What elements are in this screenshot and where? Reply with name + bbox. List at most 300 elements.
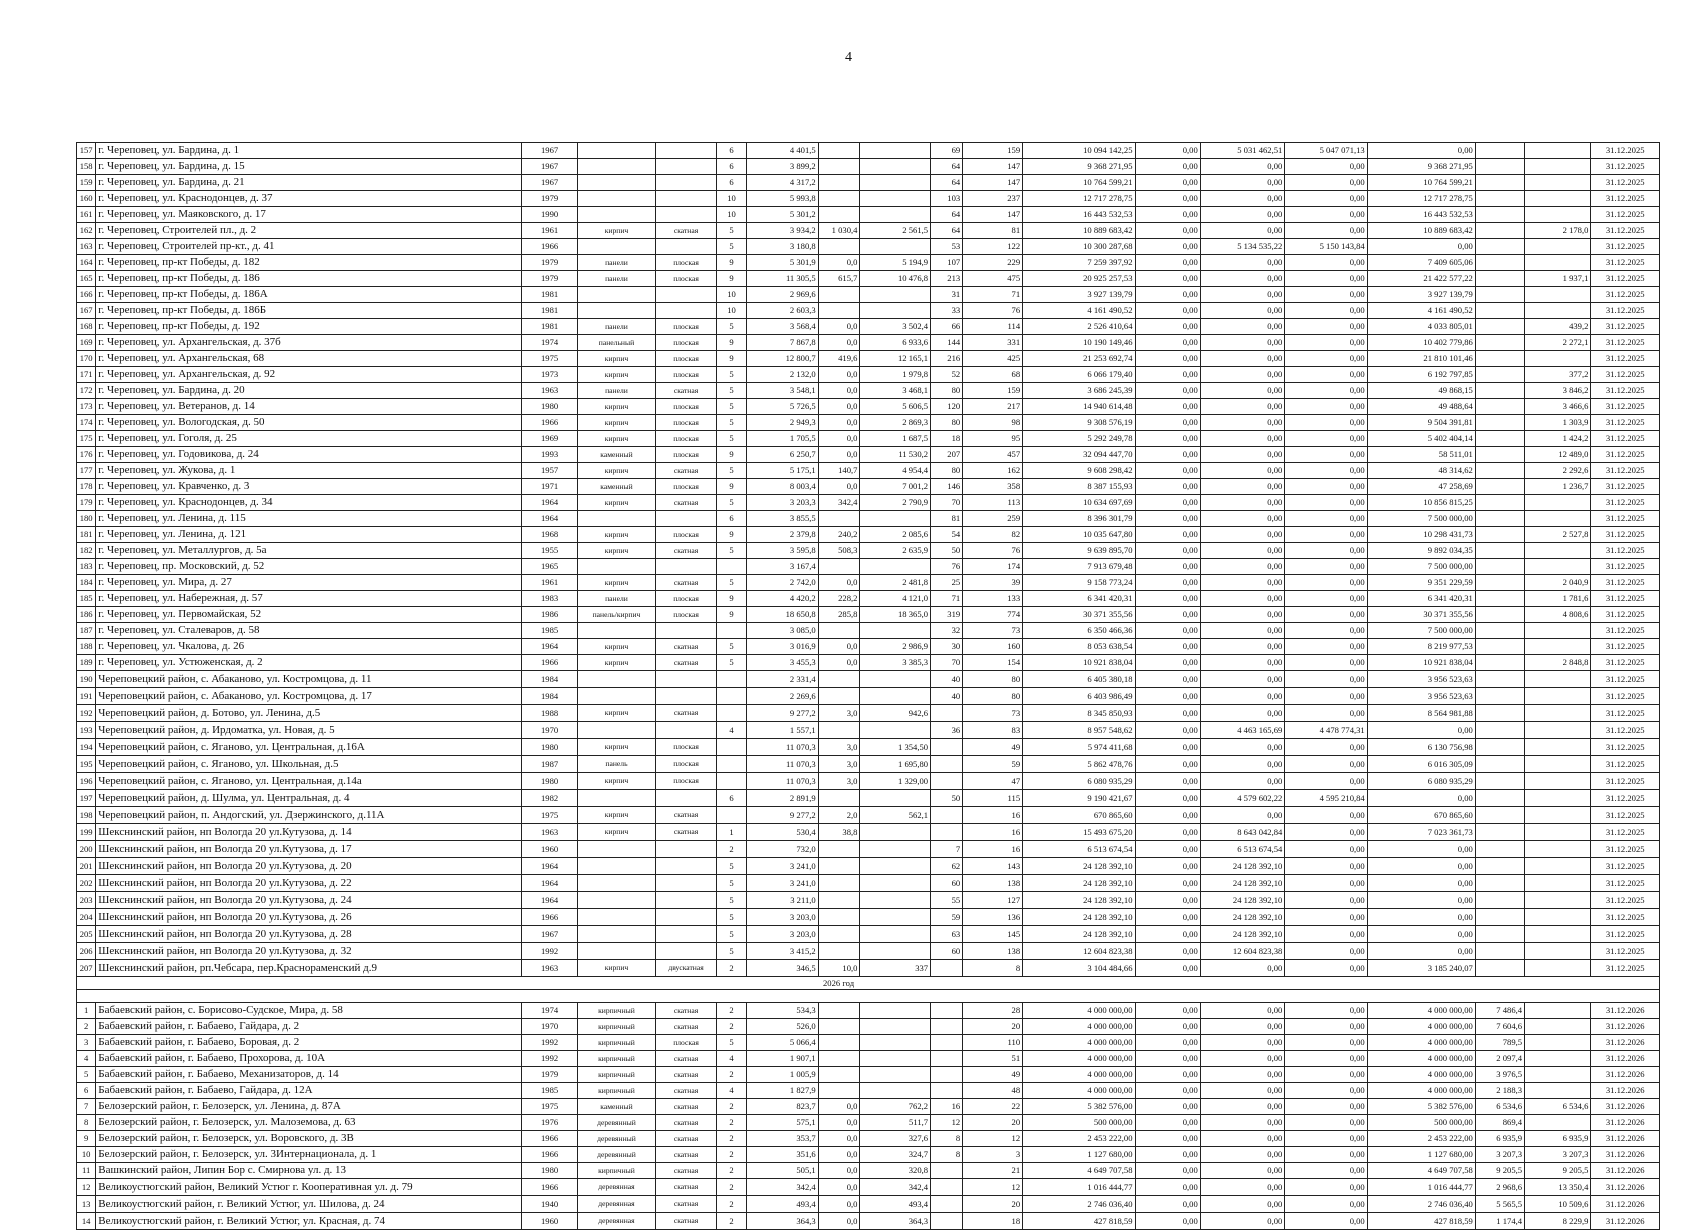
- cell: 18: [963, 1213, 1023, 1230]
- cell: 10 889 683,42: [1367, 223, 1475, 239]
- cell: плоская: [656, 415, 717, 431]
- cell: [1475, 739, 1524, 756]
- cell: 0,00: [1200, 543, 1285, 559]
- table-row: [77, 159, 1660, 175]
- cell: 169: [77, 335, 96, 351]
- cell: 31.12.2025: [1591, 383, 1660, 399]
- cell: [1475, 824, 1524, 841]
- cell: [1475, 527, 1524, 543]
- cell: г. Череповец, ул. Сталеваров, д. 58: [96, 623, 522, 639]
- cell: 205: [77, 926, 96, 943]
- cell: 7 500 000,00: [1367, 559, 1475, 575]
- cell: 8: [931, 1147, 963, 1163]
- cell: плоская: [656, 319, 717, 335]
- cell: 136: [963, 909, 1023, 926]
- cell: 10 921 838,04: [1023, 655, 1135, 671]
- cell: 31.12.2025: [1591, 223, 1660, 239]
- cell: [818, 688, 860, 705]
- cell: 5 862 478,76: [1023, 756, 1135, 773]
- cell: скатная: [656, 1213, 717, 1230]
- cell: Череповецкий район, с. Яганово, ул. Школьная, д.5: [96, 756, 522, 773]
- cell: 0,0: [818, 639, 860, 655]
- cell: 73: [963, 705, 1023, 722]
- cell: кирпичный: [577, 1051, 655, 1067]
- cell: [1525, 239, 1591, 255]
- cell: 0,00: [1200, 1131, 1285, 1147]
- cell: 526,0: [747, 1019, 819, 1035]
- cell: кирпичный: [577, 1003, 655, 1019]
- table-row: [77, 858, 1660, 875]
- cell: 14 940 614,48: [1023, 399, 1135, 415]
- cell: скатная: [656, 639, 717, 655]
- cell: [860, 287, 931, 303]
- cell: 9: [717, 271, 747, 287]
- cell: 2 869,3: [860, 415, 931, 431]
- cell: [1475, 875, 1524, 892]
- cell: 138: [963, 943, 1023, 960]
- cell: 174: [963, 559, 1023, 575]
- cell: [1475, 943, 1524, 960]
- cell: 24 128 392,10: [1023, 909, 1135, 926]
- cell: [818, 159, 860, 175]
- cell: 2 453 222,00: [1367, 1131, 1475, 1147]
- cell: 188: [77, 639, 96, 655]
- cell: 0,0: [818, 655, 860, 671]
- cell: г. Череповец, ул. Кравченко, д. 3: [96, 479, 522, 495]
- cell: [1525, 1083, 1591, 1099]
- cell: 16: [963, 824, 1023, 841]
- cell: кирпич: [577, 367, 655, 383]
- cell: 1979: [522, 271, 578, 287]
- cell: 133: [963, 591, 1023, 607]
- cell: 0,00: [1285, 1099, 1367, 1115]
- cell: 22: [963, 1099, 1023, 1115]
- cell: 31.12.2025: [1591, 191, 1660, 207]
- cell: 3 548,1: [747, 383, 819, 399]
- cell: [818, 143, 860, 159]
- cell: 31.12.2026: [1591, 1115, 1660, 1131]
- cell: Шекснинский район, нп Вологда 20 ул.Кутузова, д. 24: [96, 892, 522, 909]
- cell: Белозерский район, г. Белозерск, ул. Воровского, д. 3В: [96, 1131, 522, 1147]
- cell: 24 128 392,10: [1200, 875, 1285, 892]
- cell: 5: [717, 239, 747, 255]
- table-row: [77, 255, 1660, 271]
- cell: [1525, 351, 1591, 367]
- cell: г. Череповец, пр. Московский, д. 52: [96, 559, 522, 575]
- cell: г. Череповец, пр-кт Победы, д. 192: [96, 319, 522, 335]
- cell: 140,7: [818, 463, 860, 479]
- cell: Бабаевский район, г. Бабаево, Прохорова, д. 10А: [96, 1051, 522, 1067]
- cell: кирпич: [577, 639, 655, 655]
- cell: 50: [931, 790, 963, 807]
- cell: деревянная: [577, 1196, 655, 1213]
- cell: 206: [77, 943, 96, 960]
- cell: скатная: [656, 1083, 717, 1099]
- cell: Бабаевский район, г. Бабаево, Механизаторов, д. 14: [96, 1067, 522, 1083]
- cell: 103: [931, 191, 963, 207]
- cell: 6: [717, 159, 747, 175]
- cell: 4: [717, 722, 747, 739]
- cell: 0,00: [1135, 271, 1200, 287]
- cell: 3 203,0: [747, 909, 819, 926]
- cell: [1525, 1051, 1591, 1067]
- cell: 0,00: [1200, 255, 1285, 271]
- cell: 615,7: [818, 271, 860, 287]
- cell: плоская: [656, 527, 717, 543]
- cell: 0,00: [1285, 892, 1367, 909]
- cell: 1992: [522, 943, 578, 960]
- table-row: [77, 431, 1660, 447]
- cell: [656, 671, 717, 688]
- cell: 0,00: [1200, 639, 1285, 655]
- cell: г. Череповец, ул. Жукова, д. 1: [96, 463, 522, 479]
- cell: 0,00: [1285, 575, 1367, 591]
- cell: 31.12.2025: [1591, 319, 1660, 335]
- cell: [818, 858, 860, 875]
- cell: Шекснинский район, нп Вологда 20 ул.Кутузова, д. 14: [96, 824, 522, 841]
- cell: 0,00: [1367, 790, 1475, 807]
- cell: 63: [931, 926, 963, 943]
- cell: каменный: [577, 479, 655, 495]
- cell: 0,00: [1285, 756, 1367, 773]
- cell: 0,00: [1135, 575, 1200, 591]
- cell: деревянная: [577, 1213, 655, 1230]
- cell: панели: [577, 383, 655, 399]
- cell: 1992: [522, 1035, 578, 1051]
- cell: 1966: [522, 1179, 578, 1196]
- cell: 2 331,4: [747, 671, 819, 688]
- cell: 0,00: [1135, 1131, 1200, 1147]
- cell: плоская: [656, 335, 717, 351]
- cell: 2 272,1: [1525, 335, 1591, 351]
- cell: 10: [717, 207, 747, 223]
- cell: скатная: [656, 1019, 717, 1035]
- cell: 3: [77, 1035, 96, 1051]
- cell: г. Череповец, ул. Ленина, д. 121: [96, 527, 522, 543]
- cell: 24 128 392,10: [1023, 875, 1135, 892]
- cell: 2 986,9: [860, 639, 931, 655]
- cell: 6 513 674,54: [1200, 841, 1285, 858]
- cell: 21: [963, 1163, 1023, 1179]
- cell: 31.12.2025: [1591, 495, 1660, 511]
- cell: 0,0: [818, 367, 860, 383]
- table-row: [77, 655, 1660, 671]
- cell: 0,00: [1285, 271, 1367, 287]
- cell: г. Череповец, ул. Чкалова, д. 26: [96, 639, 522, 655]
- cell: 1988: [522, 705, 578, 722]
- cell: 9 277,2: [747, 705, 819, 722]
- cell: 49: [963, 739, 1023, 756]
- cell: [860, 1035, 931, 1051]
- table-row: [77, 1196, 1660, 1213]
- cell: кирпич: [577, 431, 655, 447]
- cell: 5 974 411,68: [1023, 739, 1135, 756]
- cell: Бабаевский район, г. Бабаево, Гайдара, д. 12А: [96, 1083, 522, 1099]
- cell: 31.12.2025: [1591, 739, 1660, 756]
- cell: [1525, 892, 1591, 909]
- cell: 2 132,0: [747, 367, 819, 383]
- cell: [577, 841, 655, 858]
- cell: 0,0: [818, 1163, 860, 1179]
- cell: 1 174,4: [1475, 1213, 1524, 1230]
- cell: 0,0: [818, 335, 860, 351]
- cell: [818, 191, 860, 207]
- cell: 342,4: [818, 495, 860, 511]
- cell: г. Череповец, ул. Первомайская, 52: [96, 607, 522, 623]
- cell: 0,00: [1285, 383, 1367, 399]
- section-2026-header: [77, 977, 1660, 1003]
- cell: 14: [77, 1213, 96, 1230]
- cell: скатная: [656, 655, 717, 671]
- cell: плоская: [656, 756, 717, 773]
- cell: 439,2: [1525, 319, 1591, 335]
- cell: 10 764 599,21: [1367, 175, 1475, 191]
- cell: 0,00: [1135, 1019, 1200, 1035]
- cell: 1 937,1: [1525, 271, 1591, 287]
- cell: 9 368 271,95: [1023, 159, 1135, 175]
- cell: 207: [931, 447, 963, 463]
- cell: 11: [77, 1163, 96, 1179]
- cell: 9: [717, 255, 747, 271]
- cell: 0,00: [1285, 671, 1367, 688]
- cell: [1525, 807, 1591, 824]
- cell: 3 927 139,79: [1023, 287, 1135, 303]
- cell: [1475, 607, 1524, 623]
- cell: 107: [931, 255, 963, 271]
- cell: 228,2: [818, 591, 860, 607]
- cell: г. Череповец, ул. Ленина, д. 115: [96, 511, 522, 527]
- cell: 30 371 355,56: [1023, 607, 1135, 623]
- cell: 20: [963, 1019, 1023, 1035]
- cell: 3 203,0: [747, 926, 819, 943]
- cell: 0,00: [1200, 351, 1285, 367]
- cell: 159: [963, 383, 1023, 399]
- cell: 1 127 680,00: [1023, 1147, 1135, 1163]
- cell: 2 453 222,00: [1023, 1131, 1135, 1147]
- cell: 60: [931, 943, 963, 960]
- cell: [656, 143, 717, 159]
- cell: плоская: [656, 607, 717, 623]
- cell: 0,00: [1285, 875, 1367, 892]
- cell: 2: [717, 1067, 747, 1083]
- cell: 0,00: [1285, 207, 1367, 223]
- cell: 31.12.2025: [1591, 892, 1660, 909]
- cell: [717, 559, 747, 575]
- cell: 4 401,5: [747, 143, 819, 159]
- cell: [1475, 688, 1524, 705]
- cell: 31.12.2025: [1591, 756, 1660, 773]
- cell: Бабаевский район, с. Борисово-Судское, Мира, д. 58: [96, 1003, 522, 1019]
- cell: 138: [963, 875, 1023, 892]
- cell: 0,00: [1285, 543, 1367, 559]
- cell: 191: [77, 688, 96, 705]
- cell: 18: [931, 431, 963, 447]
- cell: [818, 892, 860, 909]
- cell: 12 165,1: [860, 351, 931, 367]
- cell: 6 341 420,31: [1367, 591, 1475, 607]
- cell: 0,00: [1367, 143, 1475, 159]
- table-row: [77, 1213, 1660, 1230]
- cell: 530,4: [747, 824, 819, 841]
- cell: [818, 943, 860, 960]
- cell: 0,00: [1200, 655, 1285, 671]
- cell: 8 396 301,79: [1023, 511, 1135, 527]
- cell: 6 066 179,40: [1023, 367, 1135, 383]
- cell: 0,00: [1285, 1115, 1367, 1131]
- cell: 0,00: [1367, 239, 1475, 255]
- cell: [931, 1019, 963, 1035]
- cell: 1964: [522, 892, 578, 909]
- cell: 31.12.2025: [1591, 271, 1660, 287]
- cell: 5: [717, 543, 747, 559]
- cell: 2 848,8: [1525, 655, 1591, 671]
- cell: [1475, 858, 1524, 875]
- cell: 162: [963, 463, 1023, 479]
- cell: плоская: [656, 739, 717, 756]
- cell: 1940: [522, 1196, 578, 1213]
- cell: [860, 892, 931, 909]
- cell: [818, 1003, 860, 1019]
- cell: 0,00: [1285, 688, 1367, 705]
- cell: 31.12.2025: [1591, 159, 1660, 175]
- cell: 0,00: [1135, 1099, 1200, 1115]
- cell: 1 127 680,00: [1367, 1147, 1475, 1163]
- cell: 5 066,4: [747, 1035, 819, 1051]
- cell: 182: [77, 543, 96, 559]
- cell: 2 085,6: [860, 527, 931, 543]
- cell: 217: [963, 399, 1023, 415]
- cell: 0,00: [1200, 688, 1285, 705]
- cell: [860, 559, 931, 575]
- cell: 762,2: [860, 1099, 931, 1115]
- cell: 562,1: [860, 807, 931, 824]
- cell: 0,00: [1200, 367, 1285, 383]
- cell: 0,00: [1200, 399, 1285, 415]
- table-row: [77, 1115, 1660, 1131]
- table-row: [77, 688, 1660, 705]
- cell: 147: [963, 159, 1023, 175]
- cell: 0,00: [1285, 1019, 1367, 1035]
- cell: 0,00: [1285, 303, 1367, 319]
- cell: 64: [931, 223, 963, 239]
- cell: 1957: [522, 463, 578, 479]
- cell: 319: [931, 607, 963, 623]
- cell: 0,0: [818, 415, 860, 431]
- cell: 9 308 576,19: [1023, 415, 1135, 431]
- cell: 12 800,7: [747, 351, 819, 367]
- cell: 202: [77, 875, 96, 892]
- cell: [656, 841, 717, 858]
- cell: [1475, 655, 1524, 671]
- cell: 1964: [522, 511, 578, 527]
- cell: скатная: [656, 1003, 717, 1019]
- cell: [1475, 255, 1524, 271]
- cell: 2: [717, 841, 747, 858]
- cell: 1979: [522, 191, 578, 207]
- cell: 6 933,6: [860, 335, 931, 351]
- cell: 12 717 278,75: [1367, 191, 1475, 207]
- cell: 0,00: [1135, 431, 1200, 447]
- cell: 3 104 484,66: [1023, 960, 1135, 977]
- cell: 0,00: [1200, 271, 1285, 287]
- cell: 146: [931, 479, 963, 495]
- cell: 1 354,50: [860, 739, 931, 756]
- cell: 3 207,3: [1525, 1147, 1591, 1163]
- cell: 28: [963, 1003, 1023, 1019]
- cell: 158: [77, 159, 96, 175]
- cell: 10 889 683,42: [1023, 223, 1135, 239]
- cell: Бабаевский район, г. Бабаево, Боровая, д. 2: [96, 1035, 522, 1051]
- cell: 0,00: [1135, 335, 1200, 351]
- cell: 0,00: [1135, 191, 1200, 207]
- cell: [656, 175, 717, 191]
- cell: 31.12.2026: [1591, 1051, 1660, 1067]
- cell: 9: [717, 351, 747, 367]
- cell: 1961: [522, 223, 578, 239]
- cell: 5 175,1: [747, 463, 819, 479]
- cell: [656, 303, 717, 319]
- cell: [818, 875, 860, 892]
- table-row: [77, 671, 1660, 688]
- cell: 8 219 977,53: [1367, 639, 1475, 655]
- cell: [931, 705, 963, 722]
- table-row: [77, 807, 1660, 824]
- cell: 6: [717, 175, 747, 191]
- cell: 0,00: [1285, 479, 1367, 495]
- cell: [717, 671, 747, 688]
- table-row: [77, 773, 1660, 790]
- cell: 4: [717, 1083, 747, 1099]
- cell: [818, 1035, 860, 1051]
- cell: 95: [963, 431, 1023, 447]
- cell: 0,00: [1285, 858, 1367, 875]
- cell: кирпич: [577, 655, 655, 671]
- cell: [860, 511, 931, 527]
- cell: панели: [577, 591, 655, 607]
- cell: 8: [77, 1115, 96, 1131]
- cell: 6 935,9: [1525, 1131, 1591, 1147]
- cell: г. Череповец, ул. Краснодонцев, д. 34: [96, 495, 522, 511]
- cell: 24 128 392,10: [1023, 892, 1135, 909]
- cell: 5 606,5: [860, 399, 931, 415]
- cell: 3,0: [818, 756, 860, 773]
- table-row: [77, 287, 1660, 303]
- cell: [1525, 1003, 1591, 1019]
- cell: 3 085,0: [747, 623, 819, 639]
- cell: [1475, 639, 1524, 655]
- cell: 24 128 392,10: [1200, 858, 1285, 875]
- cell: 0,00: [1200, 207, 1285, 223]
- cell: скатная: [656, 1131, 717, 1147]
- cell: 147: [963, 207, 1023, 223]
- cell: 204: [77, 909, 96, 926]
- cell: 6 403 986,49: [1023, 688, 1135, 705]
- cell: 113: [963, 495, 1023, 511]
- cell: 1 695,80: [860, 756, 931, 773]
- cell: [1475, 841, 1524, 858]
- cell: плоская: [656, 351, 717, 367]
- cell: 5: [717, 655, 747, 671]
- cell: [1475, 790, 1524, 807]
- cell: 1974: [522, 335, 578, 351]
- cell: 5: [717, 858, 747, 875]
- cell: кирпичный: [577, 1083, 655, 1099]
- table-row: [77, 303, 1660, 319]
- cell: 5 194,9: [860, 255, 931, 271]
- cell: [717, 688, 747, 705]
- cell: 8 387 155,93: [1023, 479, 1135, 495]
- cell: 327,6: [860, 1131, 931, 1147]
